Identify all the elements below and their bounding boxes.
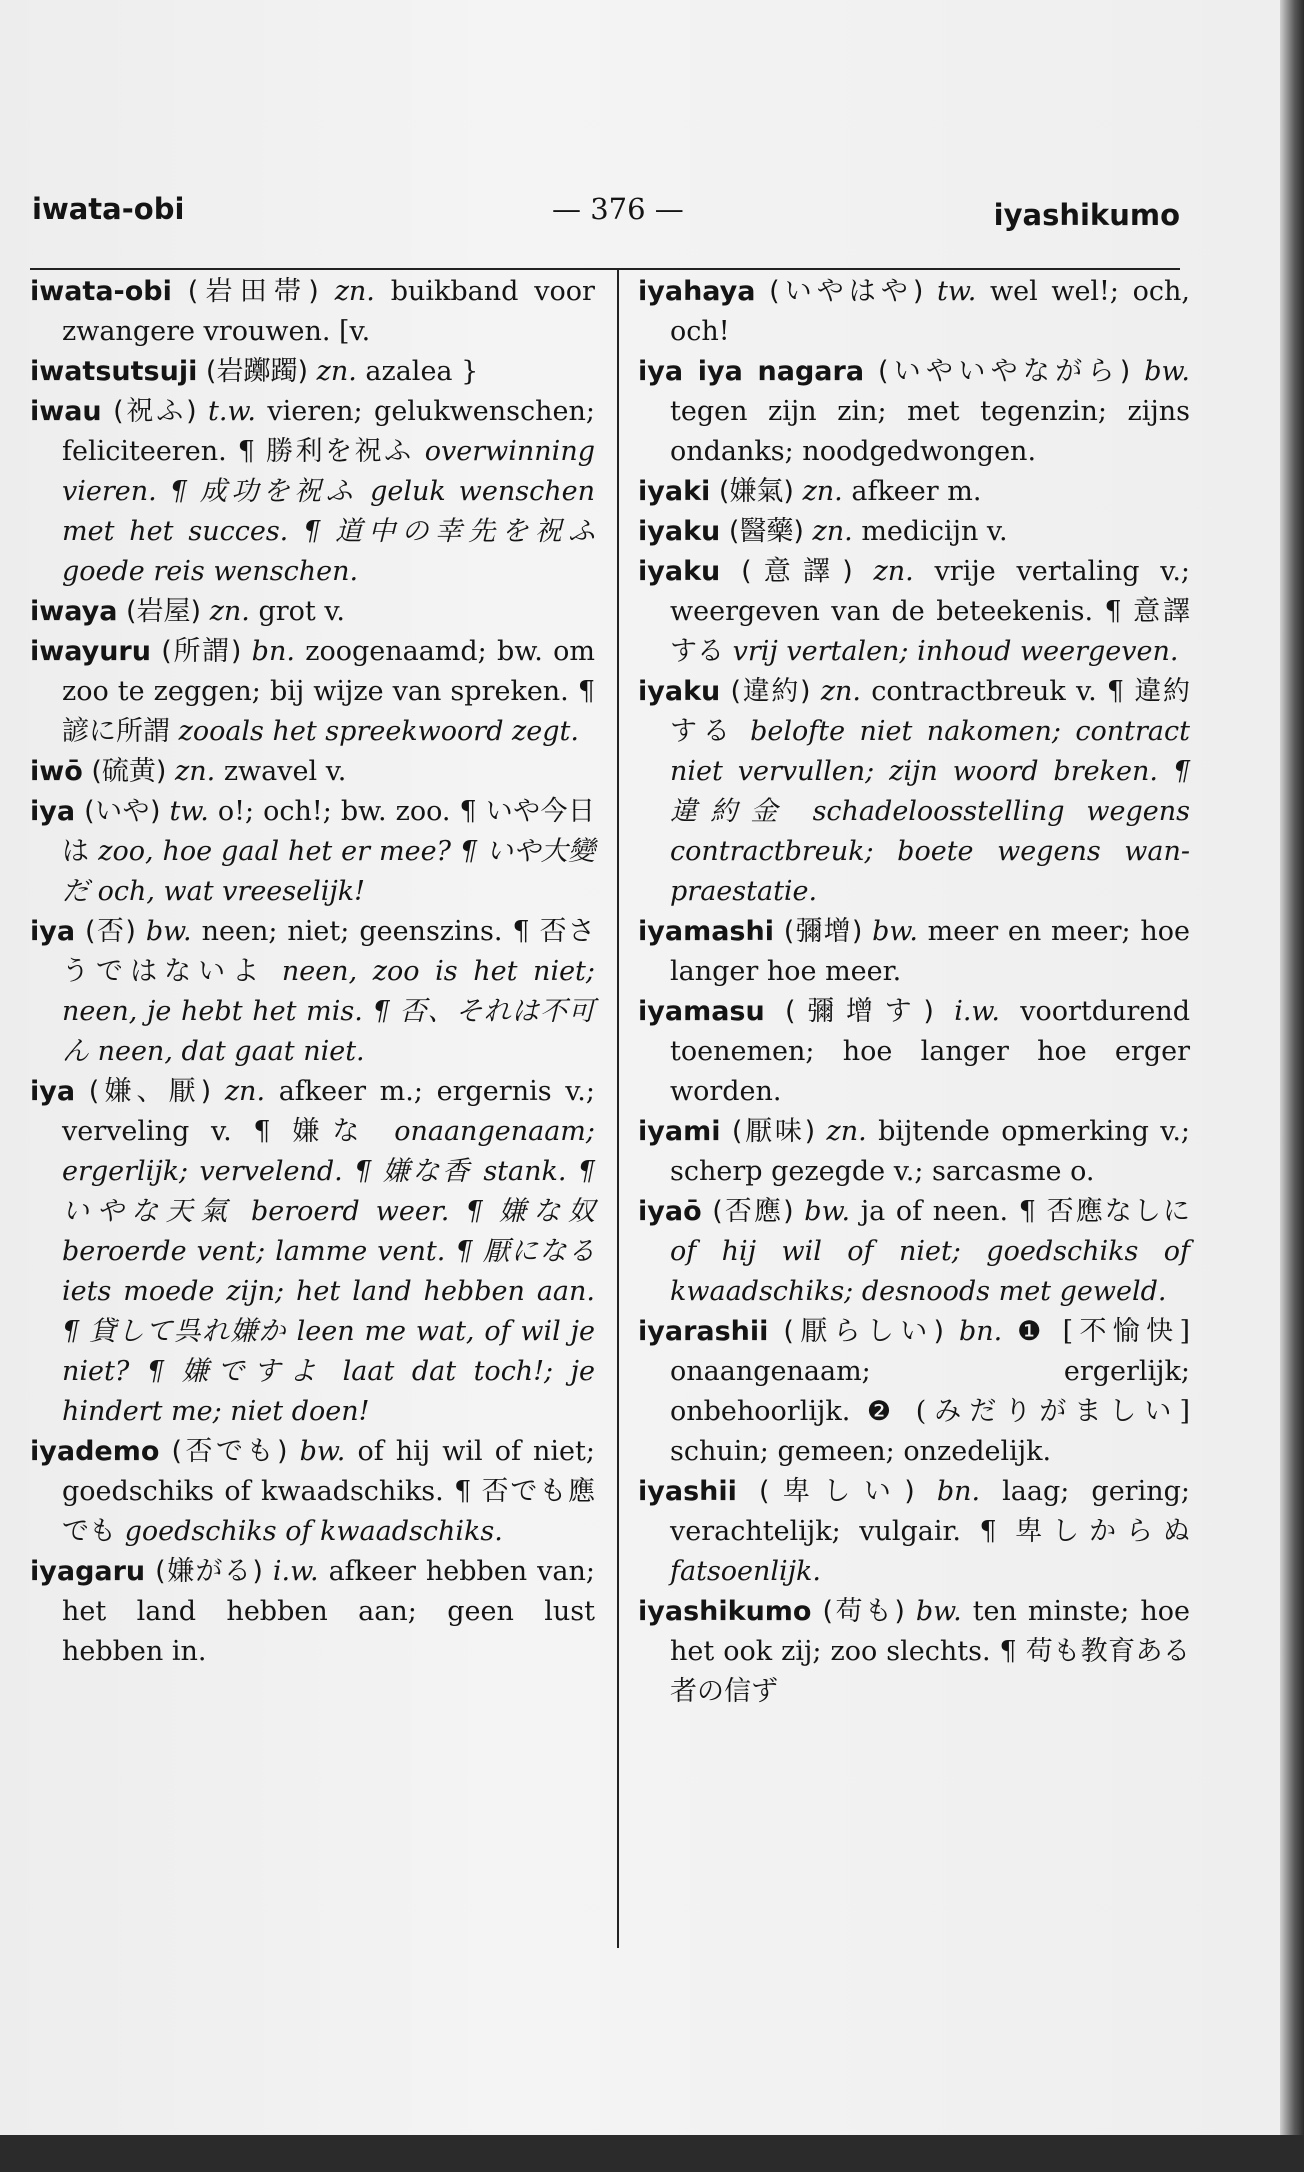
entry-japanese-form: (いやいやながら) [877, 356, 1131, 387]
entry-definition: azalea } [365, 356, 479, 387]
entry-example: of hij wil of niet; goedschiks of kwaadschiks; desnoods met geweld. [670, 1236, 1190, 1307]
entry-example: fatsoenlijk. [670, 1556, 822, 1587]
dictionary-entry [638, 552, 1190, 672]
page-bottom-shadow [0, 2135, 1304, 2172]
entry-headword: iyashikumo [638, 1596, 812, 1627]
entry-definition: voortdurend toenemen; hoe langer hoe erger worden. [670, 996, 1190, 1107]
entry-part-of-speech: bw. [804, 1196, 851, 1227]
entry-headword: iwaya [30, 596, 118, 627]
entry-japanese-form: (嫌がる) [155, 1556, 263, 1587]
entry-japanese-form: (祝ふ) [113, 396, 197, 427]
entry-japanese-form: (苟も) [822, 1596, 905, 1627]
entry-headword: iya [30, 916, 76, 947]
entry-japanese-form: (いやはや) [769, 276, 924, 307]
entry-part-of-speech: zn. [316, 356, 357, 387]
entry-definition: ❶ [不愉快] onaangenaam; ergerlijk; onbehoorlijk. ❷ (みだりがましい] schuin; gemeen; onzedelijk. [670, 1316, 1190, 1467]
entry-definition: of hij wil of niet; goedschiks of kwaadschiks. ¶ 否でも應でも [62, 1436, 595, 1547]
dictionary-entry [638, 912, 1190, 992]
entry-part-of-speech: bw. [1144, 356, 1190, 387]
entry-definition: ten minste; hoe het ook zij; zoo slechts. ¶ 苟も教育ある者の信ず [670, 1596, 1190, 1707]
entry-headword: iyaku [638, 676, 721, 707]
entry-japanese-form: (違約) [730, 676, 811, 707]
entry-headword: iyami [638, 1116, 721, 1147]
entry-definition: afkeer hebben van; het land hebben aan; geen lust hebben in. [62, 1556, 596, 1667]
dictionary-entry [638, 1312, 1190, 1472]
entry-part-of-speech: zn. [873, 556, 914, 587]
entry-example: zoo, hoe gaal het er mee? ¶ いや大變だ och, wat vreeselijk! [62, 836, 596, 907]
entry-japanese-form: (厭らしい) [783, 1316, 945, 1347]
entry-part-of-speech: bn. [251, 636, 295, 667]
dictionary-entry [30, 1432, 595, 1552]
entry-headword: iya [30, 1076, 76, 1107]
entry-definition: medicijn v. [861, 516, 1008, 547]
entry-headword: iwō [30, 756, 83, 787]
dictionary-entry [30, 1072, 595, 1432]
entry-definition: contractbreuk v. ¶ 違約する [670, 676, 1190, 747]
dictionary-entry [30, 632, 595, 752]
entry-headword: iwata-obi [30, 276, 172, 307]
entry-part-of-speech: i.w. [272, 1556, 319, 1587]
entry-definition: zoogenaamd; bw. om zoo te zeggen; bij wijze van spreken. ¶ 諺に所謂 [62, 636, 595, 747]
entry-japanese-form: (彌增す) [785, 996, 934, 1027]
entry-part-of-speech: zn. [224, 1076, 266, 1107]
page-edge-shadow [1280, 0, 1304, 2172]
entry-japanese-form: (醫藥) [728, 516, 804, 547]
entry-headword: iyahaya [638, 276, 756, 307]
entry-example: goedschiks of kwaadschiks. [124, 1516, 503, 1547]
dictionary-entry [30, 792, 595, 912]
entry-headword: iyaki [638, 476, 711, 507]
entry-part-of-speech: bn. [936, 1476, 981, 1507]
entry-part-of-speech: t.w. [208, 396, 256, 427]
entry-headword: iyamashi [638, 916, 774, 947]
entry-part-of-speech: bw. [145, 916, 192, 947]
dictionary-entry [638, 992, 1190, 1112]
entry-definition: o!; och!; bw. zoo. ¶ いや今日は [62, 796, 595, 867]
entry-headword: iyaku [638, 516, 721, 547]
entry-part-of-speech: zn. [175, 756, 216, 787]
entry-japanese-form: (否) [85, 916, 136, 947]
entry-part-of-speech: zn. [826, 1116, 867, 1147]
entry-headword: iya [30, 796, 76, 827]
entry-definition: meer en meer; hoe langer hoe meer. [670, 916, 1190, 987]
entry-definition: ja of neen. ¶ 否應なしに [860, 1196, 1190, 1227]
entry-japanese-form: (岩躑躅) [205, 356, 308, 387]
entry-part-of-speech: bn. [958, 1316, 1003, 1347]
entry-definition: bijtende opmerking v.; scherp gezegde v.; sarcasme o. [670, 1116, 1190, 1187]
right-column [638, 272, 1190, 1712]
dictionary-entry [30, 1552, 595, 1672]
dictionary-entry [30, 592, 595, 632]
column-divider [617, 268, 619, 1948]
entry-definition: grot v. [258, 596, 345, 627]
entry-definition: laag; gering; verachtelijk; vulgair. ¶ 卑しからぬ [670, 1476, 1190, 1547]
dictionary-entry [30, 752, 595, 792]
dictionary-entry [638, 512, 1190, 552]
entry-example: onaangenaam; ergerlijk; vervelend. ¶ 嫌な香 stank. ¶ いやな天氣 beroerd weer. ¶ 嫌な奴 beroerde vent; lamme vent. ¶ 厭になる iets moede zijn; het land hebben aan. ¶ 貸して呉れ嫌か leen me wat, of wil je niet? ¶ 嫌ですよ laat dat toch!; je hindert me; niet doen! [62, 1116, 595, 1427]
entry-headword: iyarashii [638, 1316, 769, 1347]
entry-part-of-speech: zn. [334, 276, 375, 307]
dictionary-entry [30, 392, 595, 592]
dictionary-entry [638, 472, 1190, 512]
entry-japanese-form: (否でも) [171, 1436, 288, 1467]
entry-japanese-form: (厭味) [731, 1116, 816, 1147]
entry-part-of-speech: zn. [209, 596, 250, 627]
dictionary-entry [638, 272, 1190, 352]
dictionary-entry [638, 1192, 1190, 1312]
dictionary-entry [638, 672, 1190, 912]
left-column [30, 272, 595, 1672]
running-head [32, 192, 1180, 242]
entry-definition: afkeer m. [851, 476, 982, 507]
dictionary-entry [30, 352, 595, 392]
entry-headword: iyademo [30, 1436, 160, 1467]
entry-definition: zwavel v. [223, 756, 347, 787]
entry-japanese-form: (否應) [712, 1196, 794, 1227]
entry-definition: wel wel!; och, och! [670, 276, 1190, 347]
dictionary-entry [638, 352, 1190, 472]
entry-part-of-speech: bw. [299, 1436, 346, 1467]
entry-part-of-speech: zn. [802, 476, 843, 507]
entry-japanese-form: (彌增) [783, 916, 863, 947]
dictionary-entry [638, 1472, 1190, 1592]
entry-example: overwinning vieren. ¶ 成功を祝ふ geluk wenschen met het succes. ¶ 道中の幸先を祝ふ goede reis wenschen. [62, 436, 595, 587]
entry-headword: iyagaru [30, 1556, 146, 1587]
entry-japanese-form: (嫌氣) [718, 476, 794, 507]
entry-japanese-form: (嫌、厭) [88, 1076, 212, 1107]
header-rule [30, 268, 1180, 270]
entry-definition: tegen zijn zin; met tegenzin; zijns ondanks; noodgedwongen. [670, 396, 1190, 467]
entry-headword: iyamasu [638, 996, 765, 1027]
entry-japanese-form: (卑しい) [758, 1476, 915, 1507]
entry-definition: vrije vertaling v.; weergeven van de beteekenis. ¶ 意譯する [670, 556, 1190, 667]
entry-example: belofte niet nakomen; contract niet vervullen; zijn woord breken. ¶ 違約金 schadeloosstelling wegens contractbreuk; boete wegens wanpraestatie. [670, 716, 1190, 907]
entry-headword: iyashii [638, 1476, 737, 1507]
entry-part-of-speech: tw. [169, 796, 209, 827]
entry-headword: iya iya nagara [638, 356, 865, 387]
entry-headword: iwau [30, 396, 102, 427]
entry-example: vrij vertalen; inhoud weergeven. [732, 636, 1179, 667]
header-left-guide-word: iwata-obi [32, 192, 185, 226]
entry-japanese-form: (岩田帯) [187, 276, 319, 307]
entry-part-of-speech: zn. [812, 516, 853, 547]
entry-japanese-form: (硫黄) [91, 756, 167, 787]
entry-japanese-form: (岩屋) [126, 596, 202, 627]
entry-part-of-speech: bw. [872, 916, 918, 947]
entry-headword: iwatsutsuji [30, 356, 198, 387]
entry-headword: iwayuru [30, 636, 151, 667]
entry-definition: neen; niet; geenszins. ¶ 否さうではないよ [62, 916, 595, 987]
entry-example: neen, zoo is het niet; neen, je hebt het mis. ¶ 否、それは不可ん neen, dat gaat niet. [62, 956, 596, 1067]
entry-japanese-form: (いや) [84, 796, 161, 827]
dictionary-entry [30, 912, 595, 1072]
entry-definition: afkeer m.; ergernis v.; verveling v. ¶ 嫌な [62, 1076, 595, 1147]
header-right-guide-word: iyashikumo [993, 198, 1180, 232]
entry-part-of-speech: bw. [915, 1596, 962, 1627]
entry-part-of-speech: tw. [937, 276, 977, 307]
entry-definition: buikband voor zwangere vrouwen. [v. [62, 276, 595, 347]
entry-part-of-speech: i.w. [954, 996, 1000, 1027]
entry-part-of-speech: zn. [820, 676, 862, 707]
entry-definition: vieren; gelukwenschen; feliciteeren. ¶ 勝利を祝ふ [62, 396, 595, 467]
entry-headword: iyaku [638, 556, 721, 587]
entry-japanese-form: (意譯) [741, 556, 853, 587]
page-number: — 376 — [552, 192, 684, 226]
dictionary-entry [638, 1112, 1190, 1192]
dictionary-entry [638, 1592, 1190, 1712]
entry-headword: iyaō [638, 1196, 702, 1227]
dictionary-entry [30, 272, 595, 352]
entry-example: zooals het spreekwoord zegt. [178, 716, 579, 747]
entry-japanese-form: (所謂) [161, 636, 242, 667]
